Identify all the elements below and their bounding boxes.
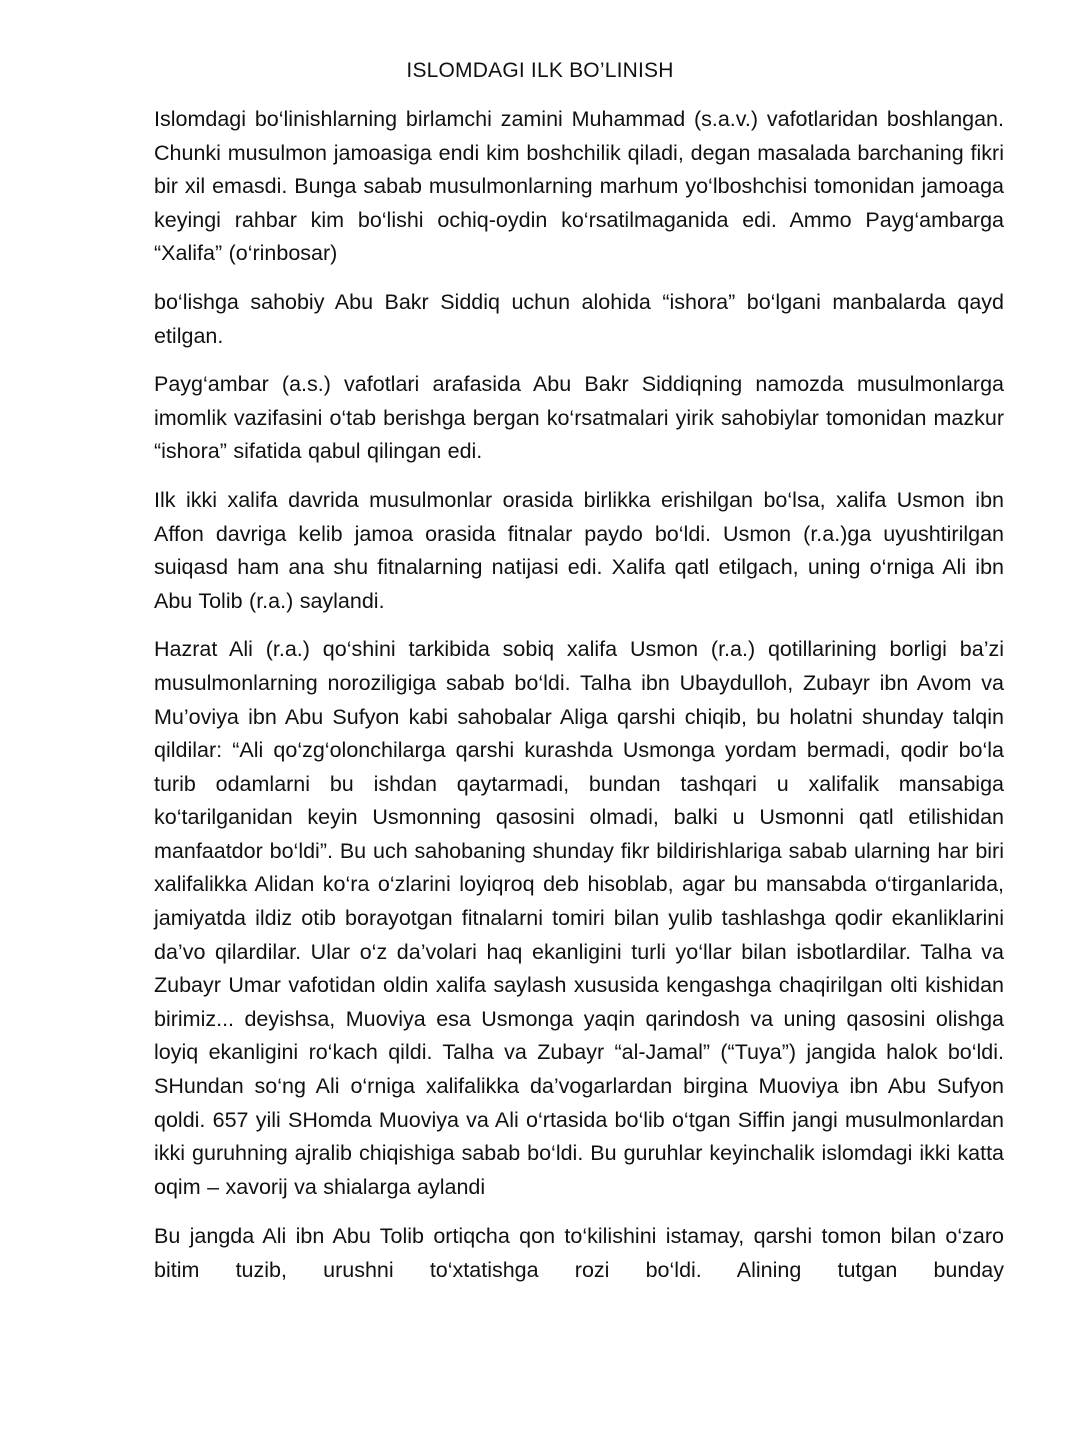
paragraph-6: Bu jangda Ali ibn Abu Tolib ortiqcha qon to‘kilishini istamay, qarshi tomon bilan o‘zaro bitim tuzib, urushni to‘xtatishga rozi bo‘ldi. Alining tutgan bunday: [154, 1224, 1004, 1282]
paragraph-2: bo‘lishga sahobiy Abu Bakr Siddiq uchun alohida “ishora” bo‘lgani manbalarda qayd etilgan.: [154, 289, 1004, 348]
paragraph-5: Hazrat Ali (r.a.) qo‘shini tarkibida sobiq xalifa Usmon (r.a.) qotillarining borligi ba’zi musulmonlarning noroziligiga sabab bo‘ldi. Talha ibn Ubaydulloh, Zubayr ibn Avom va Mu’oviya ibn Abu Sufyon kabi sahobalar Aliga qarshi chiqib, bu holatni shunday talqin qildilar: “Ali qo‘zg‘olonchilarga qarshi kurashda Usmonga yordam bermadi, qodir bo‘la turib odamlarni bu ishdan qaytarmadi, bundan tashqari u xalifalik mansabiga ko‘tarilganidan keyin Usmonning qasosini olmadi, balki u Usmonni qatl etilishidan manfaatdor bo‘ldi”. Bu uch sahobaning shunday fikr bildirishlariga sabab ularning har biri xalifalikka Alidan ko‘ra o‘zlarini loyiqroq deb hisoblab, agar bu mansabda o‘tirganlarida, jamiyatda ildiz otib borayotgan fitnalarni tomiri bilan yulib tashlashga qodir ekanliklarini da’vo qilardilar. Ular o‘z da’volari haq ekanligini turli yo‘llar bilan isbotlardilar. Talha va Zubayr Umar vafotidan oldin xalifa saylash xususida kengashga chaqirilgan olti kishidan birimiz... deyishsa, Muoviya esa Usmonga yaqin qarindosh va uning qasosini olishga loyiq ekanligini ro‘kach qildi. Talha va Zubayr “al-Jamal” (“Tuya”) jangida halok bo‘ldi. SHundan so‘ng Ali o‘rniga xalifalikka da’vogarlardan birgina Muoviya ibn Abu Sufyon qoldi. 657 yili SHomda Muoviya va Ali o‘rtasida bo‘lib o‘tgan Siffin jangi musulmonlardan ikki guruhning ajralib chiqishiga sabab bo‘ldi. Bu guruhlar keyinchalik islomdagi ikki katta oqim – xavorij va shialarga aylandi: [154, 637, 1004, 1199]
document-body: [154, 103, 1004, 1303]
paragraph-4: Ilk ikki xalifa davrida musulmonlar orasida birlikka erishilgan bo‘lsa, xalifa Usmon ibn Affon davriga kelib jamoa orasida fitnalar paydo bo‘ldi. Usmon (r.a.)ga uyushtirilgan suiqasd ham ana shu fitnalarning natijasi edi. Xalifa qatl etilgach, uning o‘rniga Ali ibn Abu Tolib (r.a.) saylandi.: [154, 487, 1004, 613]
paragraph-3: Payg‘ambar (a.s.) vafotlari arafasida Abu Bakr Siddiqning namozda musulmonlarga imomlik vazifasini o‘tab berishga bergan ko‘rsatmalari yirik sahobiylar tomonidan mazkur “ishora” sifatida qabul qilingan edi.: [154, 372, 1004, 464]
paragraph-1: Islomdagi bo‘linishlarning birlamchi zamini Muhammad (s.a.v.) vafotlaridan boshlangan. Chunki musulmon jamoasiga endi kim boshchilik qiladi, degan masalada barchaning fikri bir xil emasdi. Bunga sabab musulmonlarning marhum yo‘lboshchisi tomonidan jamoaga keyingi rahbar kim bo‘lishi ochiq-oydin ko‘rsatilmaganida edi. Ammo Payg‘ambarga “Xalifa” (o‘rinbosar): [154, 107, 1004, 266]
document-title: ISLOMDAGI ILK BO’LINISH: [406, 59, 674, 82]
